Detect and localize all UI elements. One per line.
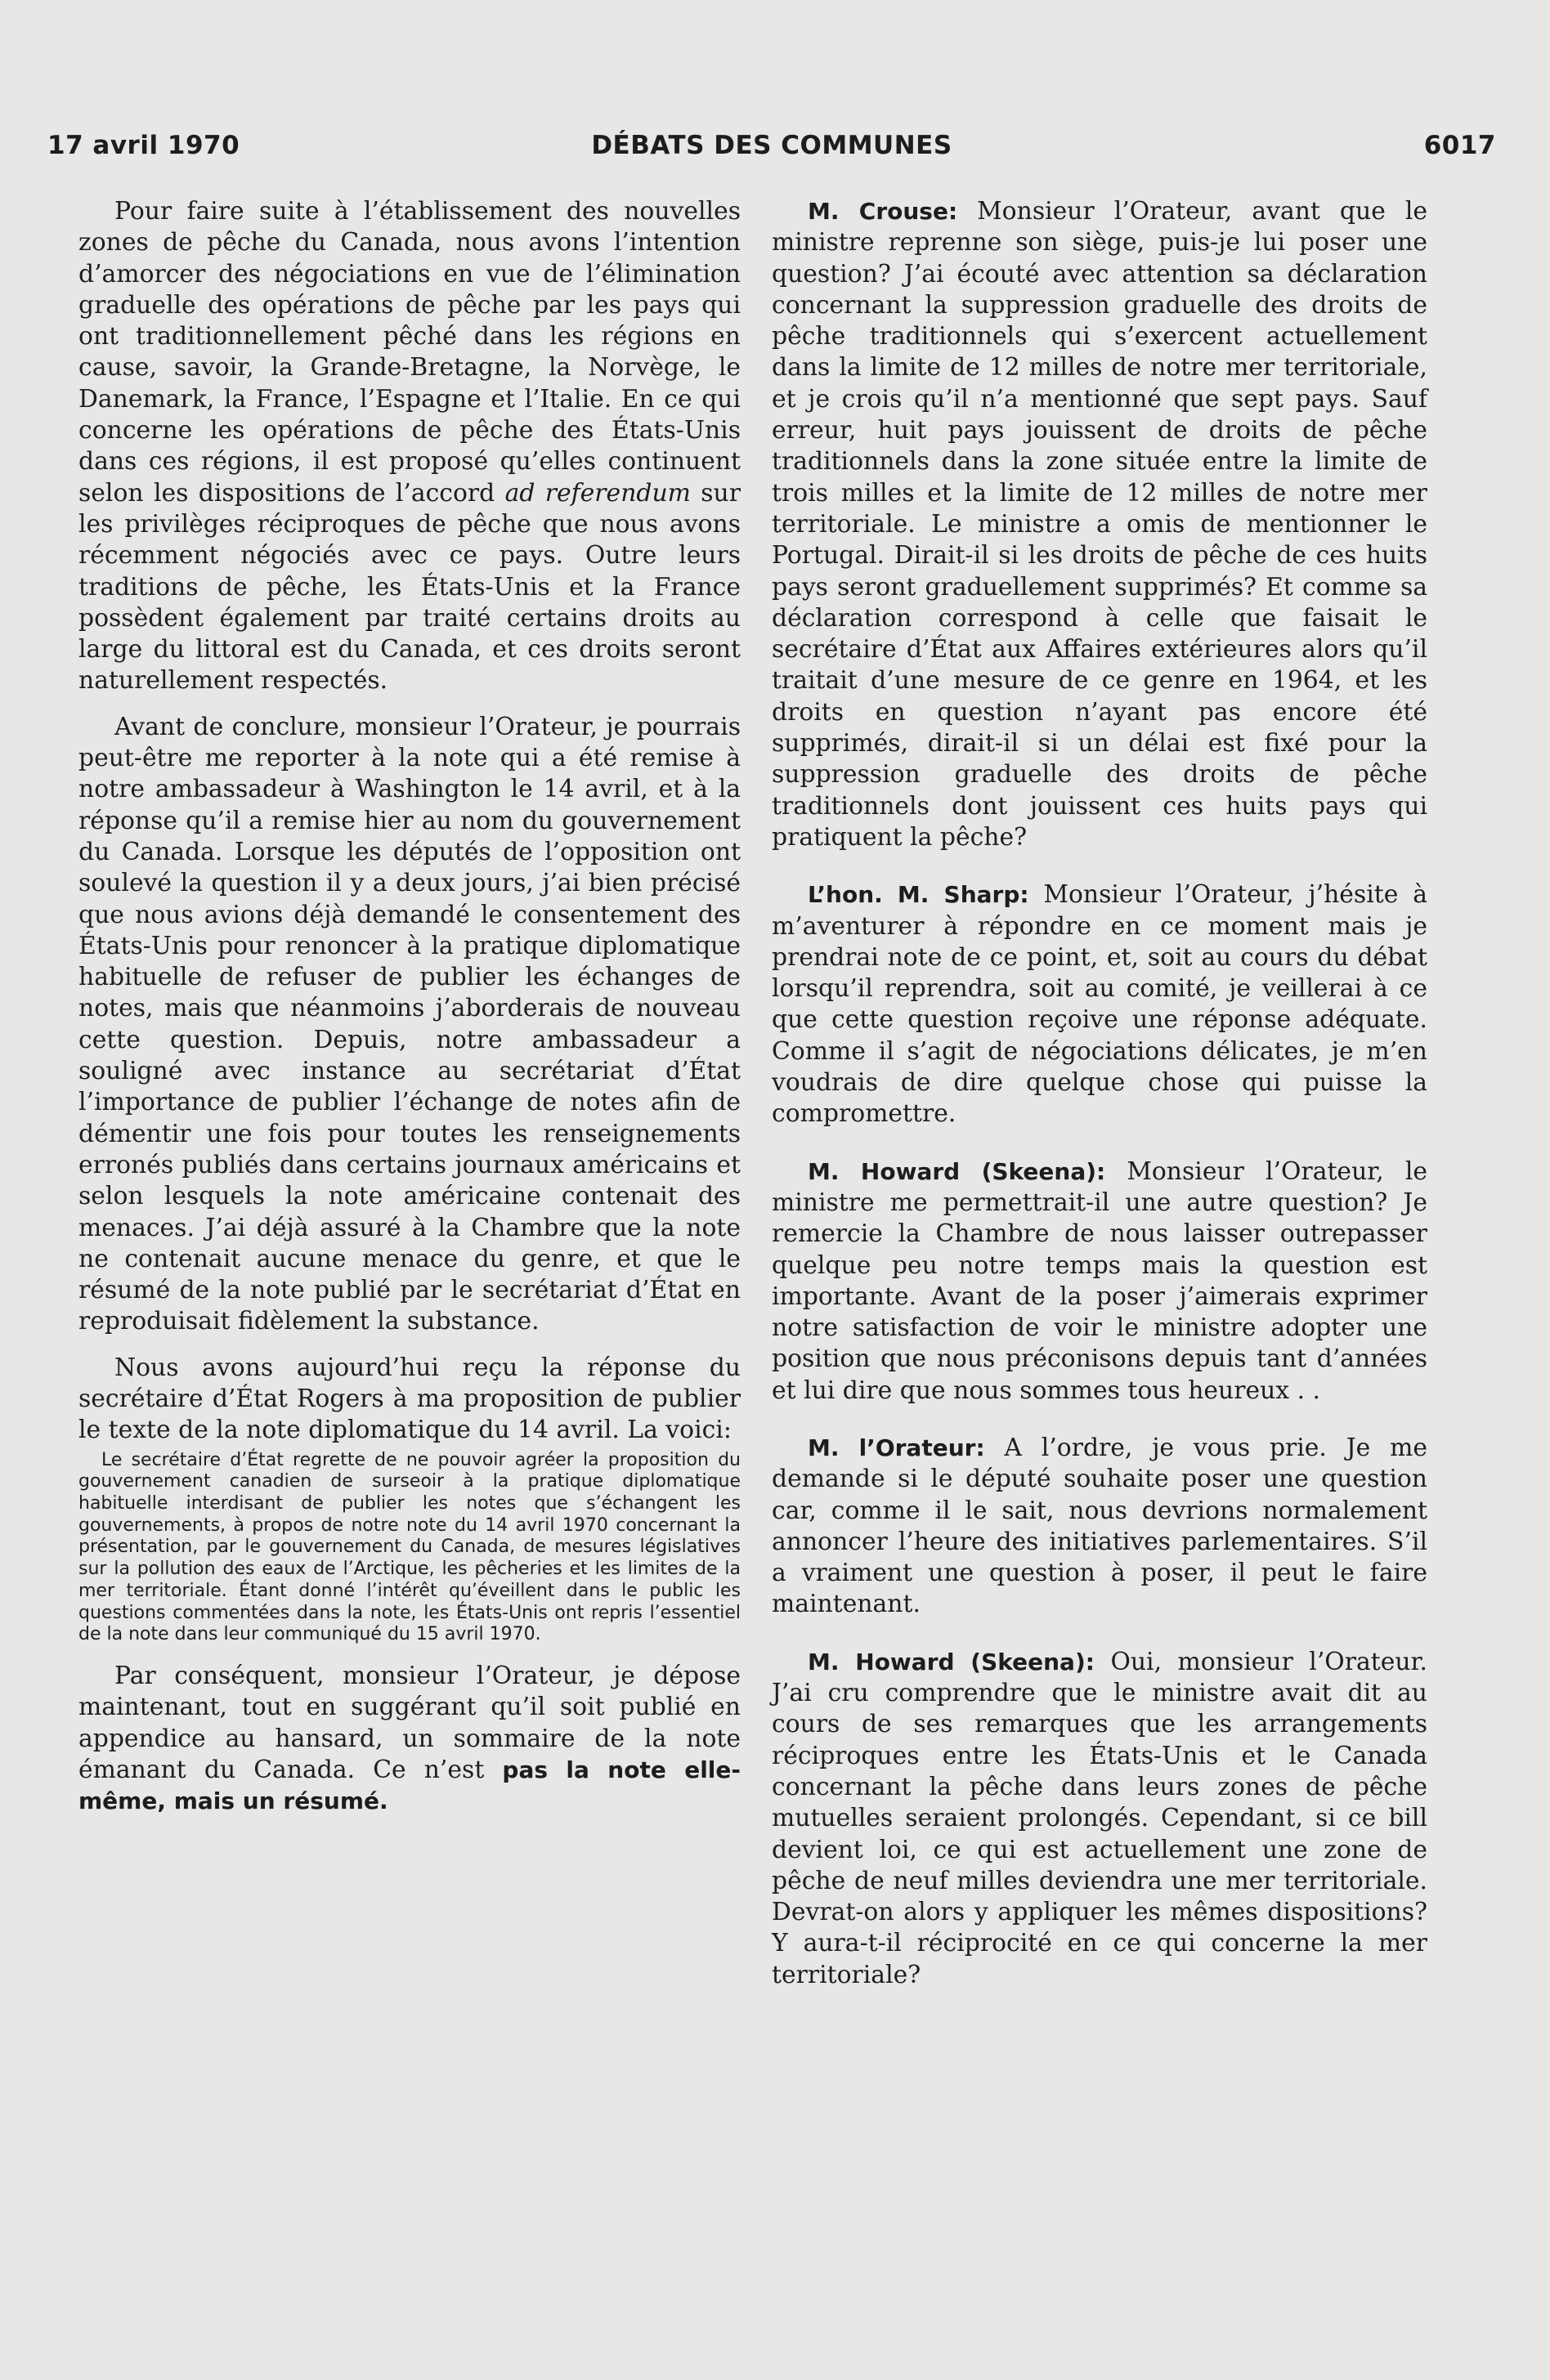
speech-speaker: M. l’Orateur: A l’ordre, je vous prie. Je me demande si le député souhaite poser une question car, comme il le sait, nous devrions normalement annoncer l’heure des initiatives parlementaires. S’il a vraiment une question à poser, il peut le faire maintenant.	[772, 1433, 1427, 1619]
paragraph-fisheries-negotiations: Pour faire suite à l’établissement des nouvelles zones de pêche du Canada, nous avons l’intention d’amorcer des négociations en vue de l’élimination graduelle des opérations de pêche par les pays qui ont traditionnellement pêché dans les régions en cause, savoir, la Grande-Bretagne, la Norvège, le Danemark, la France, l’Espagne et l’Italie. En ce qui concerne les opérations de pêche des États-Unis dans ces régions, il est proposé qu’elles continuent selon les dispositions de l’accord ad referendum sur les privilèges réciproques de pêche que nous avons récemment négociés avec ce pays. Outre leurs traditions de pêche, les États-Unis et la France possèdent également par traité certains droits au large du littoral est du Canada, et ces droits seront naturellement respectés.	[78, 197, 741, 696]
paragraph-rogers-reply: Nous avons aujourd’hui reçu la réponse du secrétaire d’État Rogers à ma proposition de publier le texte de la note diplomatique du 14 avril. La voici:	[78, 1353, 741, 1445]
speaker-name: M. Howard (Skeena):	[808, 1648, 1095, 1675]
speaker-name: M. Howard (Skeena):	[808, 1157, 1106, 1185]
speech-crouse: M. Crouse: Monsieur l’Orateur, avant que le ministre reprenne son siège, puis-je lui poser une question? J’ai écouté avec attention sa déclaration concernant la suppression graduelle des droits de pêche traditionnels qui s’exercent actuellement dans la limite de 12 milles de notre mer territoriale, et je crois qu’il n’a mentionné que sept pays. Sauf erreur, huit pays jouissent de droits de pêche traditionnels dans la zone située entre la limite de trois milles et la limite de 12 milles de notre mer territoriale. Le ministre a omis de mentionner le Portugal. Dirait-il si les droits de pêche de ces huits pays seront graduellement supprimés? Et comme sa déclaration correspond à celle que faisait le secrétaire d’État aux Affaires extérieures alors qu’il traitait d’une mesure de ce genre en 1964, et les droits en question n’ayant pas encore été supprimés, dirait-il si un délai est fixé pour la suppression graduelle des droits de pêche traditionnels dont jouissent ces huits pays qui pratiquent la pêche?	[772, 197, 1427, 852]
header-title: DÉBATS DES COMMUNES	[591, 131, 952, 160]
right-column	[772, 196, 1427, 1991]
speech-howard-2: M. Howard (Skeena): Oui, monsieur l’Orateur. J’ai cru comprendre que le ministre avait dit au cours de ses remarques que les arrangements réciproques entre les États-Unis et le Canada concernant la pêche dans leurs zones de pêche mutuelles seraient prolongés. Cependant, si ce bill devient loi, ce qui est actuellement une zone de pêche de neuf milles deviendra une mer territoriale. Devrat-on alors y appliquer les mêmes dispositions? Y aura-t-il réciprocité en ce qui concerne la mer territoriale?	[772, 1647, 1427, 1989]
speaker-name: M. l’Orateur:	[808, 1434, 985, 1461]
left-column	[78, 196, 741, 1817]
speech-sharp: L’hon. M. Sharp: Monsieur l’Orateur, j’hésite à m’aventurer à répondre en ce moment mais je prendrai note de ce point, et, soit au cours du débat lorsqu’il reprendra, soit au comité, je veillerai à ce que cette question reçoive une réponse adéquate. Comme il s’agit de négociations délicates, je m’en voudrais de dire quelque chose qui puisse la compromettre.	[772, 880, 1427, 1129]
speaker-name: M. Crouse:	[808, 198, 958, 225]
italic-term: ad referendum	[504, 478, 691, 508]
paragraph-tabling-summary: Par conséquent, monsieur l’Orateur, je dépose maintenant, tout en suggérant qu’il soit publié en appendice au hansard, un sommaire de la note émanant du Canada. Ce n’est pas la note elle-même, mais un résumé.	[78, 1661, 741, 1815]
quoted-reply: Le secrétaire d’État regrette de ne pouvoir agréer la proposition du gouvernement canadien de surseoir à la pratique diplomatique habituelle interdisant de publier les notes que s’échangent les gouvernements, à propos de notre note du 14 avril 1970 concernant la présentation, par le gouvernement du Canada, de mesures législatives sur la pollution des eaux de l’Arctique, les pêcheries et les limites de la mer territoriale. Étant donné l’intérêt qu’éveillent dans le public les questions commentées dans la note, les États-Unis ont repris l’essentiel de la note dans leur communiqué du 15 avril 1970.	[78, 1449, 741, 1645]
header-date: 17 avril 1970	[47, 131, 240, 160]
page-number: 6017	[1423, 131, 1496, 160]
speaker-name: L’hon. M. Sharp:	[808, 881, 1029, 909]
bold-phrase: pas la note elle-même, mais un résumé.	[78, 1756, 741, 1815]
speech-howard-1: M. Howard (Skeena): Monsieur l’Orateur, le ministre me permettrait-il une autre question? Je remercie la Chambre de nous laisser outrepasser quelque peu notre temps mais la question est importante. Avant de la poser j’aimerais exprimer notre satisfaction de voir le ministre adopter une position que nous préconisons depuis tant d’années et lui dire que nous sommes tous heureux . .	[772, 1156, 1427, 1405]
page-header	[47, 131, 1496, 172]
paragraph-diplomatic-note: Avant de conclure, monsieur l’Orateur, je pourrais peut-être me reporter à la note qui a été remise à notre ambassadeur à Washington le 14 avril, et à la réponse qu’il a remise hier au nom du gouvernement du Canada. Lorsque les députés de l’opposition ont soulevé la question il y a deux jours, j’ai bien précisé que nous avions déjà demandé le consentement des États-Unis pour renoncer à la pratique diplomatique habituelle de refuser de publier les échanges de notes, mais que néanmoins j’aborderais de nouveau cette question. Depuis, notre ambassadeur a souligné avec instance au secrétariat d’État l’importance de publier l’échange de notes afin de démentir une fois pour toutes les renseignements erronés publiés dans certains journaux américains et selon lesquels la note américaine contenait des menaces. J’ai déjà assuré à la Chambre que la note ne contenait aucune menace du genre, et que le résumé de la note publié par le secrétariat d’État en reproduisait fidèlement la substance.	[78, 712, 741, 1336]
